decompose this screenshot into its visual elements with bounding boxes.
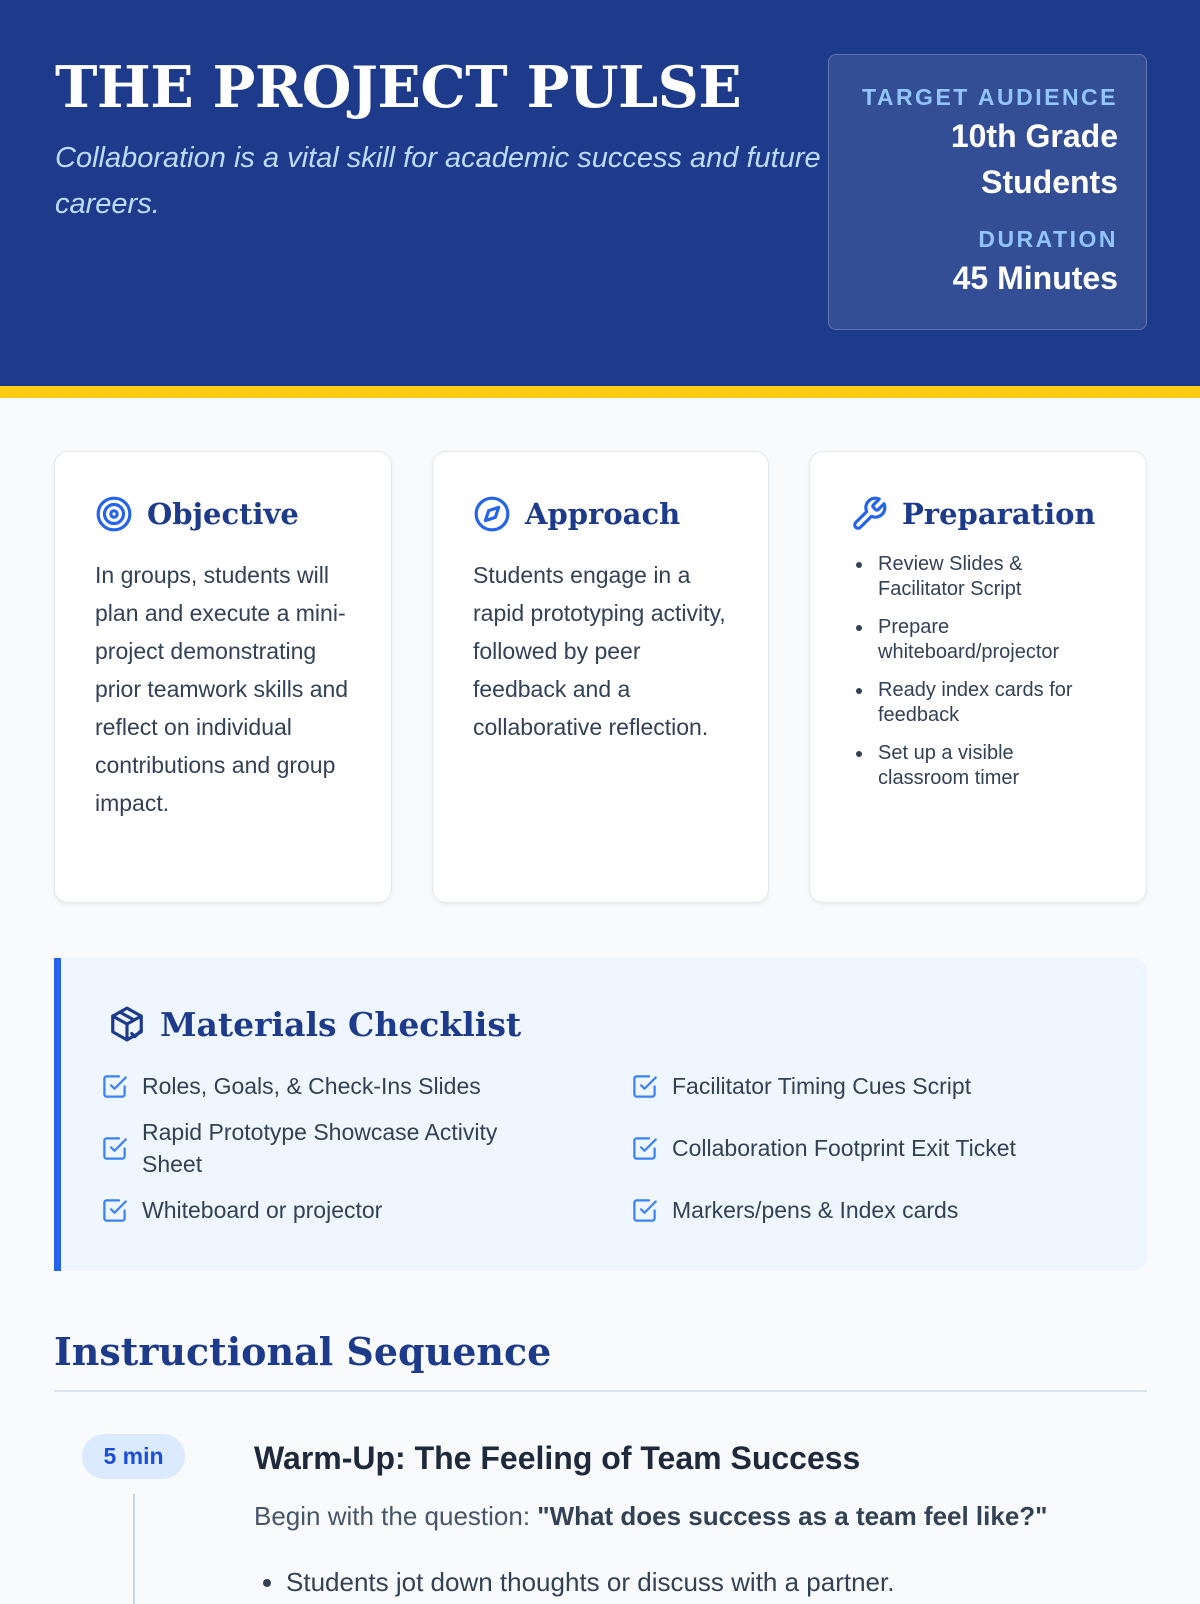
checklist-item: Roles, Goals, & Check-Ins Slides: [101, 1070, 481, 1102]
approach-text: Students engage in a rapid prototyping activity, followed by peer feedback and a collaborative reflection.: [473, 562, 726, 740]
approach-card: [432, 451, 769, 903]
materials-checklist: [54, 958, 1147, 1271]
list-item: • Review Slides & Facilitator Script: [874, 552, 1106, 602]
wrench-icon: [850, 495, 888, 533]
package-icon: [108, 1005, 146, 1043]
approach-title: Approach: [525, 497, 681, 531]
page-subtitle: Collaboration is a vital skill for academic success and future careers.: [55, 142, 821, 220]
step-question: "What does success as a team feel like?": [537, 1501, 1048, 1531]
compass-icon: [473, 495, 511, 533]
page-title: THE PROJECT PULSE: [55, 54, 742, 121]
checkbox-icon: [631, 1197, 658, 1224]
sequence-title: Instructional Sequence: [54, 1329, 552, 1374]
list-item: • Prepare whiteboard/projector: [874, 615, 1106, 665]
lesson-info-box: [828, 54, 1147, 330]
target-icon: [95, 495, 133, 533]
checklist-item: Facilitator Timing Cues Script: [631, 1070, 971, 1102]
materials-title: Materials Checklist: [160, 1004, 522, 1044]
checklist-item: Collaboration Footprint Exit Ticket: [631, 1132, 1016, 1164]
preparation-card: [809, 451, 1147, 903]
objective-title: Objective: [147, 497, 299, 531]
header-accent-bar: [0, 386, 1200, 398]
checkbox-icon: [631, 1073, 658, 1100]
objective-card: [54, 451, 392, 903]
duration-label: DURATION: [978, 226, 1118, 252]
checklist-item: Whiteboard or projector: [101, 1194, 382, 1226]
divider: [54, 1390, 1147, 1392]
list-item: • Students jot down thoughts or discuss with a partner.: [286, 1562, 894, 1602]
audience-label: TARGET AUDIENCE: [862, 84, 1118, 110]
page-header: [0, 0, 1200, 386]
step-bullets: [286, 1562, 894, 1602]
timeline-line: [133, 1494, 135, 1604]
step-title: Warm-Up: The Feeling of Team Success: [254, 1440, 861, 1476]
list-item: • Ready index cards for feedback: [874, 678, 1106, 728]
time-badge: 5 min: [82, 1434, 185, 1479]
preparation-title: Preparation: [902, 497, 1096, 531]
checkbox-icon: [101, 1197, 128, 1224]
checkbox-icon: [101, 1073, 128, 1100]
checklist-item: Rapid Prototype Showcase Activity Sheet: [101, 1116, 531, 1180]
audience-value: 10th Grade Students: [950, 118, 1118, 200]
duration-value: 45 Minutes: [952, 260, 1118, 296]
checkbox-icon: [101, 1135, 128, 1162]
list-item: • Set up a visible classroom timer: [874, 741, 1106, 791]
checkbox-icon: [631, 1135, 658, 1162]
preparation-list: [850, 552, 1106, 791]
step-prompt: Begin with the question: "What does success as a team feel like?": [254, 1501, 1048, 1531]
objective-text: In groups, students will plan and execute a mini-project demonstrating prior teamwork skills and reflect on individual contributions and group impact.: [95, 562, 349, 816]
checklist-item: Markers/pens & Index cards: [631, 1194, 958, 1226]
